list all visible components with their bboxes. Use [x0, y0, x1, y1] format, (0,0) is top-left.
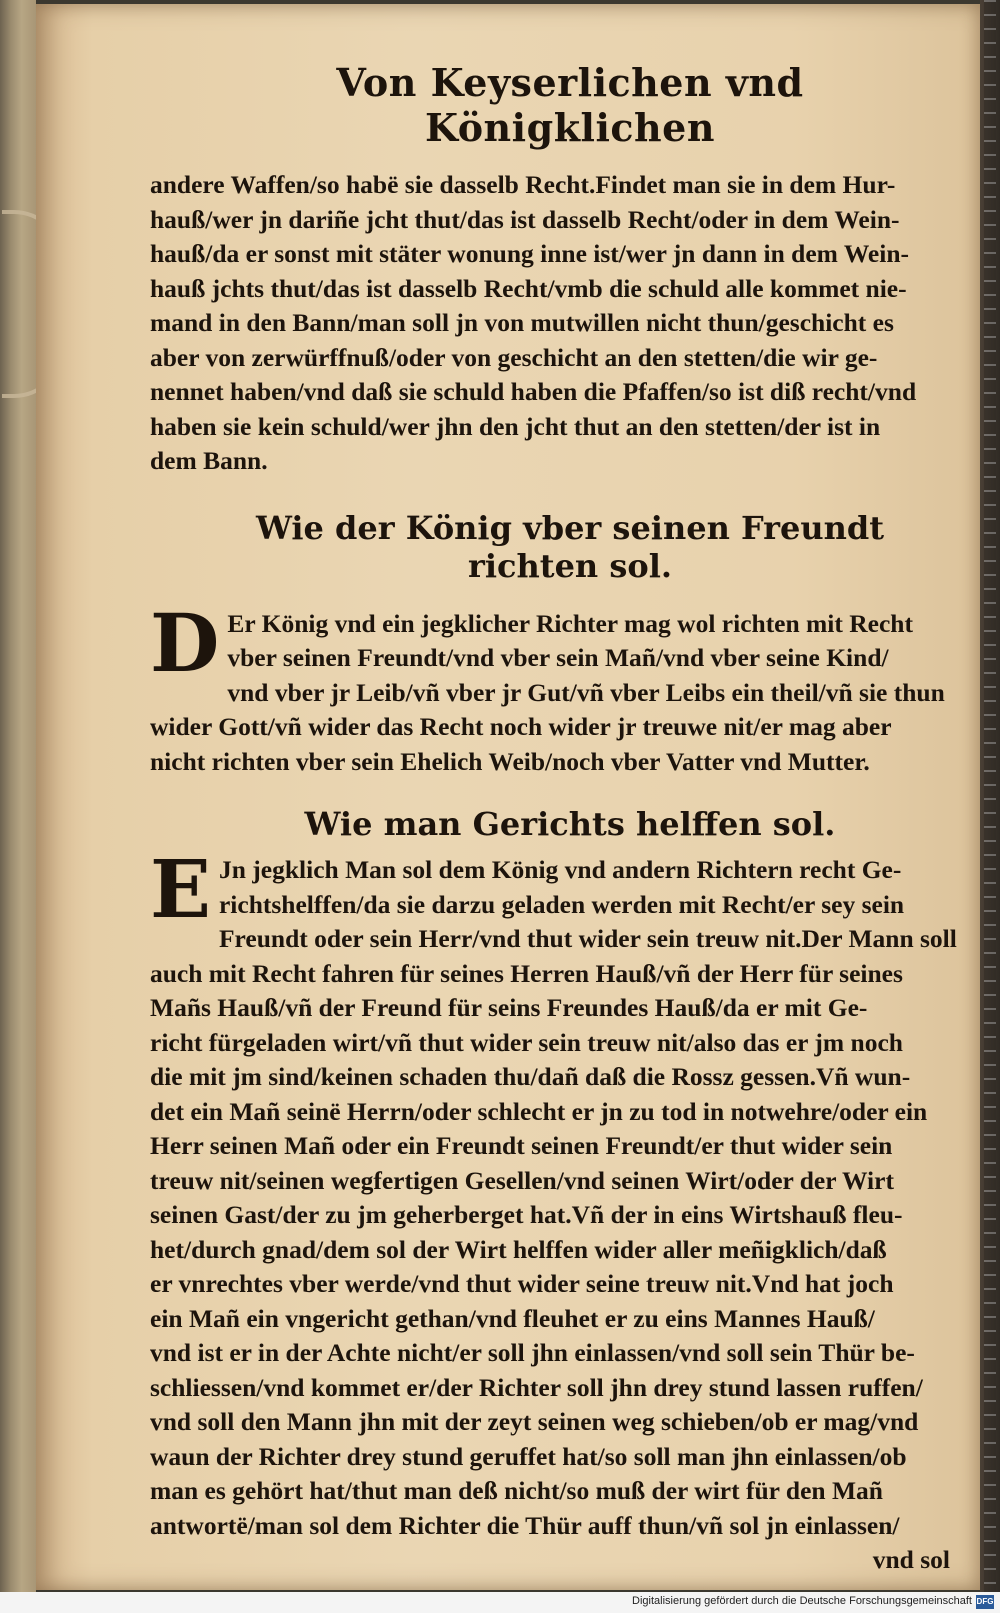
- scan-ruler: [984, 0, 996, 1592]
- text-line: Mañs Hauß/vñ der Freund für seins Freundes Hauß/da er mit Ge-: [150, 993, 868, 1022]
- section-heading-2: Wie der König vber seinen Freundt richten sol.: [255, 508, 885, 585]
- text-line: ein Mañ ein vngericht gethan/vnd fleuhet er zu eins Mannes Hauß/: [150, 1303, 875, 1333]
- text-line: mand in den Bann/man soll jn von mutwillen nicht thun/geschicht es: [150, 308, 894, 337]
- text-line: man es gehört hat/thut man deß nicht/so muß der wirt für den Mañ: [150, 1476, 883, 1505]
- text-line: vber seinen Freundt/vnd vber sein Mañ/vnd vber seine Kind/: [227, 643, 889, 672]
- text-line: Herr seinen Mañ oder ein Freundt seinen Freundt/er thut wider sein: [150, 1131, 893, 1160]
- text-line: nennet haben/vnd daß sie schuld haben die Pfaffen/so ist diß recht/vnd: [150, 377, 917, 406]
- text-line: dem Bann.: [150, 446, 268, 475]
- text-line: die mit jm sind/keinen schaden thu/dañ daß die Rossz gessen.Vñ wun-: [150, 1062, 911, 1091]
- text-line: hauß/wer jn dariñe jcht thut/das ist dasselb Recht/oder in dem Wein-: [150, 204, 900, 234]
- section1-paragraph: [150, 168, 950, 479]
- text-line: treuw nit/seinen wegfertigen Gesellen/vnd seinen Wirt/oder der Wirt: [150, 1165, 894, 1195]
- dfg-logo-icon: DFG: [976, 1595, 994, 1609]
- text-line: richtshelffen/da sie darzu geladen werden mit Recht/er sey sein: [218, 889, 905, 919]
- text-line: wider Gott/vñ wider das Recht noch wider jr treuwe nit/er mag aber: [150, 712, 892, 741]
- text-line: det ein Mañ seinë Herrn/oder schlecht er jn zu tod in notwehre/oder ein: [150, 1096, 928, 1126]
- drop-cap: D: [150, 595, 220, 690]
- catchword: vnd sol: [872, 1545, 950, 1574]
- digitization-footer: [0, 1592, 1000, 1613]
- text-line: vnd soll den Mann jhn mit der zeyt seinen weg schieben/ob er mag/vnd: [150, 1407, 919, 1436]
- footer-credit: Digitalisierung gefördert durch die Deutsche Forschungsgemeinschaft: [632, 1595, 972, 1607]
- section3-paragraph: [150, 842, 957, 1543]
- text-line: nicht richten vber sein Ehelich Weib/noch vber Vatter vnd Mutter.: [150, 746, 870, 776]
- text-line: vnd ist er in der Achte nicht/er soll jhn einlassen/vnd soll sein Thür be-: [150, 1338, 915, 1367]
- page-text: [150, 60, 957, 1578]
- text-line: Freundt oder sein Herr/vnd thut wider sein treuw nit.Der Mann soll: [218, 924, 957, 953]
- text-line: schliessen/vnd kommet er/der Richter soll jhn drey stund lassen ruffen/: [150, 1372, 923, 1402]
- section2-paragraph: [150, 595, 950, 780]
- text-line: antwortë/man sol dem Richter die Thür auff thun/vñ sol jn einlassen/: [150, 1510, 900, 1540]
- running-head: Von Keyserlichen vnd Königklichen: [336, 60, 804, 150]
- section-heading-3: Wie man Gerichts helffen sol.: [304, 805, 836, 843]
- text-line: haben sie kein schuld/wer jhn den jcht thut an den stetten/der ist in: [150, 411, 881, 441]
- text-line: hauß/da er sonst mit stäter wonung inne ist/wer jn dann in dem Wein-: [150, 239, 909, 268]
- text-line: vnd vber jr Leib/vñ vber jr Gut/vñ vber Leibs ein theil/vñ sie thun: [227, 677, 945, 707]
- text-line: richt fürgeladen wirt/vñ thut wider sein treuw nit/also das er jm noch: [150, 1027, 903, 1057]
- text-line: hauß jchts thut/das ist dasselb Recht/vmb die schuld alle kommet nie-: [150, 273, 907, 303]
- text-line: er vnrechtes vber werde/vnd thut wider seine treuw nit.Vnd hat joch: [150, 1269, 894, 1298]
- text-line: Er König vnd ein jegklicher Richter mag wol richten mit Recht: [227, 608, 913, 638]
- text-line: Jn jegklich Man sol dem König vnd andern Richtern recht Ge-: [218, 855, 902, 884]
- text-line: auch mit Recht fahren für seines Herren Hauß/vñ der Herr für seines: [150, 958, 903, 988]
- text-line: aber von zerwürffnuß/oder von geschicht an den stetten/die wir ge-: [150, 342, 878, 372]
- text-line: seinen Gast/der zu jm geherberget hat.Vñ der in eins Wirtshauß fleu-: [150, 1200, 903, 1229]
- text-line: waun der Richter drey stund geruffet hat/so soll man jhn einlassen/ob: [150, 1441, 907, 1471]
- text-line: het/durch gnad/dem sol der Wirt helffen wider aller meñigklich/daß: [150, 1234, 887, 1264]
- text-line: andere Waffen/so habë sie dasselb Recht.Findet man sie in dem Hur-: [150, 170, 896, 199]
- drop-cap: E: [150, 842, 211, 936]
